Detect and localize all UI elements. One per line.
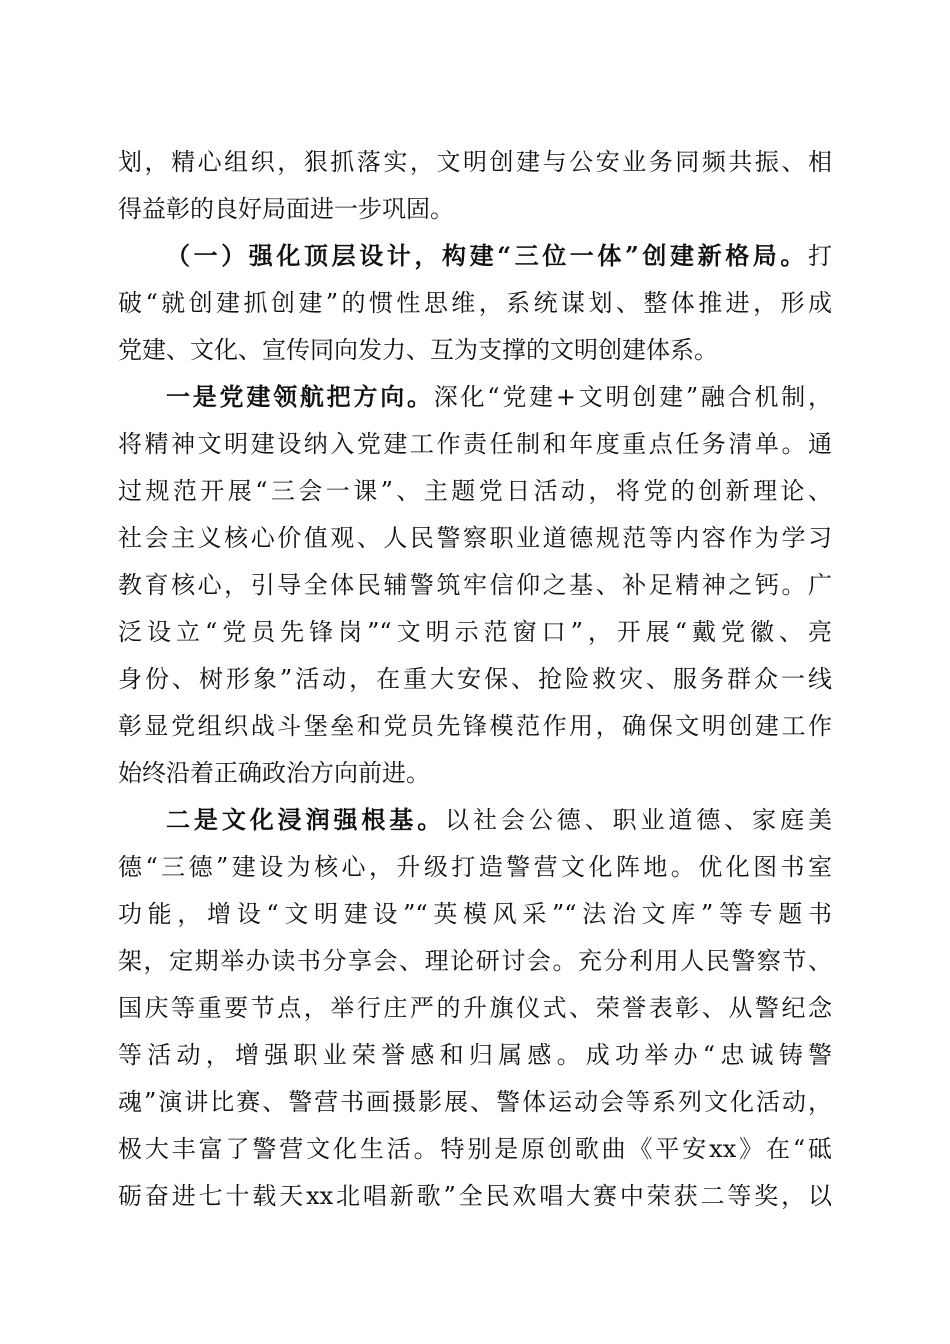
- section-heading: （一）强化顶层设计，构建“三位一体”创建新格局。: [166, 241, 808, 270]
- point-heading: 一是党建领航把方向。: [166, 382, 434, 411]
- section-text: 打: [808, 242, 832, 270]
- paragraph-line: 教育核心，引导全体民辅警筑牢信仰之基、补足精神之钙。广: [118, 571, 832, 599]
- paragraph-line: 魂”演讲比赛、警营书画摄影展、警体运动会等系列文化活动，: [118, 1088, 832, 1116]
- paragraph-line: 过规范开展“三会一课”、主题党日活动，将党的创新理论、: [118, 477, 832, 505]
- paragraph-line: 得益彰的良好局面进一步巩固。: [118, 195, 454, 223]
- paragraph-line: 泛设立“党员先锋岗”“文明示范窗口”，开展“戴党徽、亮: [118, 618, 832, 646]
- paragraph-line: 将精神文明建设纳入党建工作责任制和年度重点任务清单。通: [118, 430, 832, 458]
- paragraph-line: 身份、树形象”活动，在重大安保、抢险救灾、服务群众一线: [118, 665, 832, 693]
- paragraph-line: 划，精心组织，狠抓落实，文明创建与公安业务同频共振、相: [118, 148, 832, 176]
- paragraph-line: 国庆等重要节点，举行庄严的升旗仪式、荣誉表彰、从警纪念: [118, 994, 832, 1022]
- paragraph-line: 社会主义核心价值观、人民警察职业道德规范等内容作为学习: [118, 524, 832, 552]
- paragraph-line: 极大丰富了警营文化生活。特别是原创歌曲《平安xx》在“砥: [118, 1135, 832, 1163]
- paragraph-line: 架，定期举办读书分享会、理论研讨会。充分利用人民警察节、: [118, 947, 832, 975]
- point-heading-line: [166, 371, 832, 423]
- paragraph-line: 砺奋进七十载天xx北唱新歌”全民欢唱大赛中荣获二等奖，以: [118, 1182, 832, 1210]
- paragraph-line: 破“就创建抓创建”的惯性思维，系统谋划、整体推进，形成: [118, 289, 832, 317]
- paragraph-line: 党建、文化、宣传同向发力、互为支撑的文明创建体系。: [118, 336, 718, 364]
- paragraph-line: 彰显党组织战斗堡垒和党员先锋模范作用，确保文明创建工作: [118, 712, 832, 740]
- point-heading: 二是文化浸润强根基。: [166, 805, 446, 834]
- point-text: 以社会公德、职业道德、家庭美: [445, 806, 832, 834]
- point-heading-line: [166, 794, 832, 846]
- paragraph-line: 始终沿着正确政治方向前进。: [118, 759, 430, 787]
- paragraph-line: 等活动，增强职业荣誉感和归属感。成功举办“忠诚铸警: [118, 1041, 832, 1069]
- paragraph-line: 功能，增设“文明建设”“英模风采”“法治文库”等专题书: [118, 900, 832, 928]
- paragraph-line: 德“三德”建设为核心，升级打造警营文化阵地。优化图书室: [118, 853, 832, 881]
- section-heading-line: [166, 230, 832, 282]
- point-text: 深化“党建+文明创建”融合机制，: [433, 383, 832, 411]
